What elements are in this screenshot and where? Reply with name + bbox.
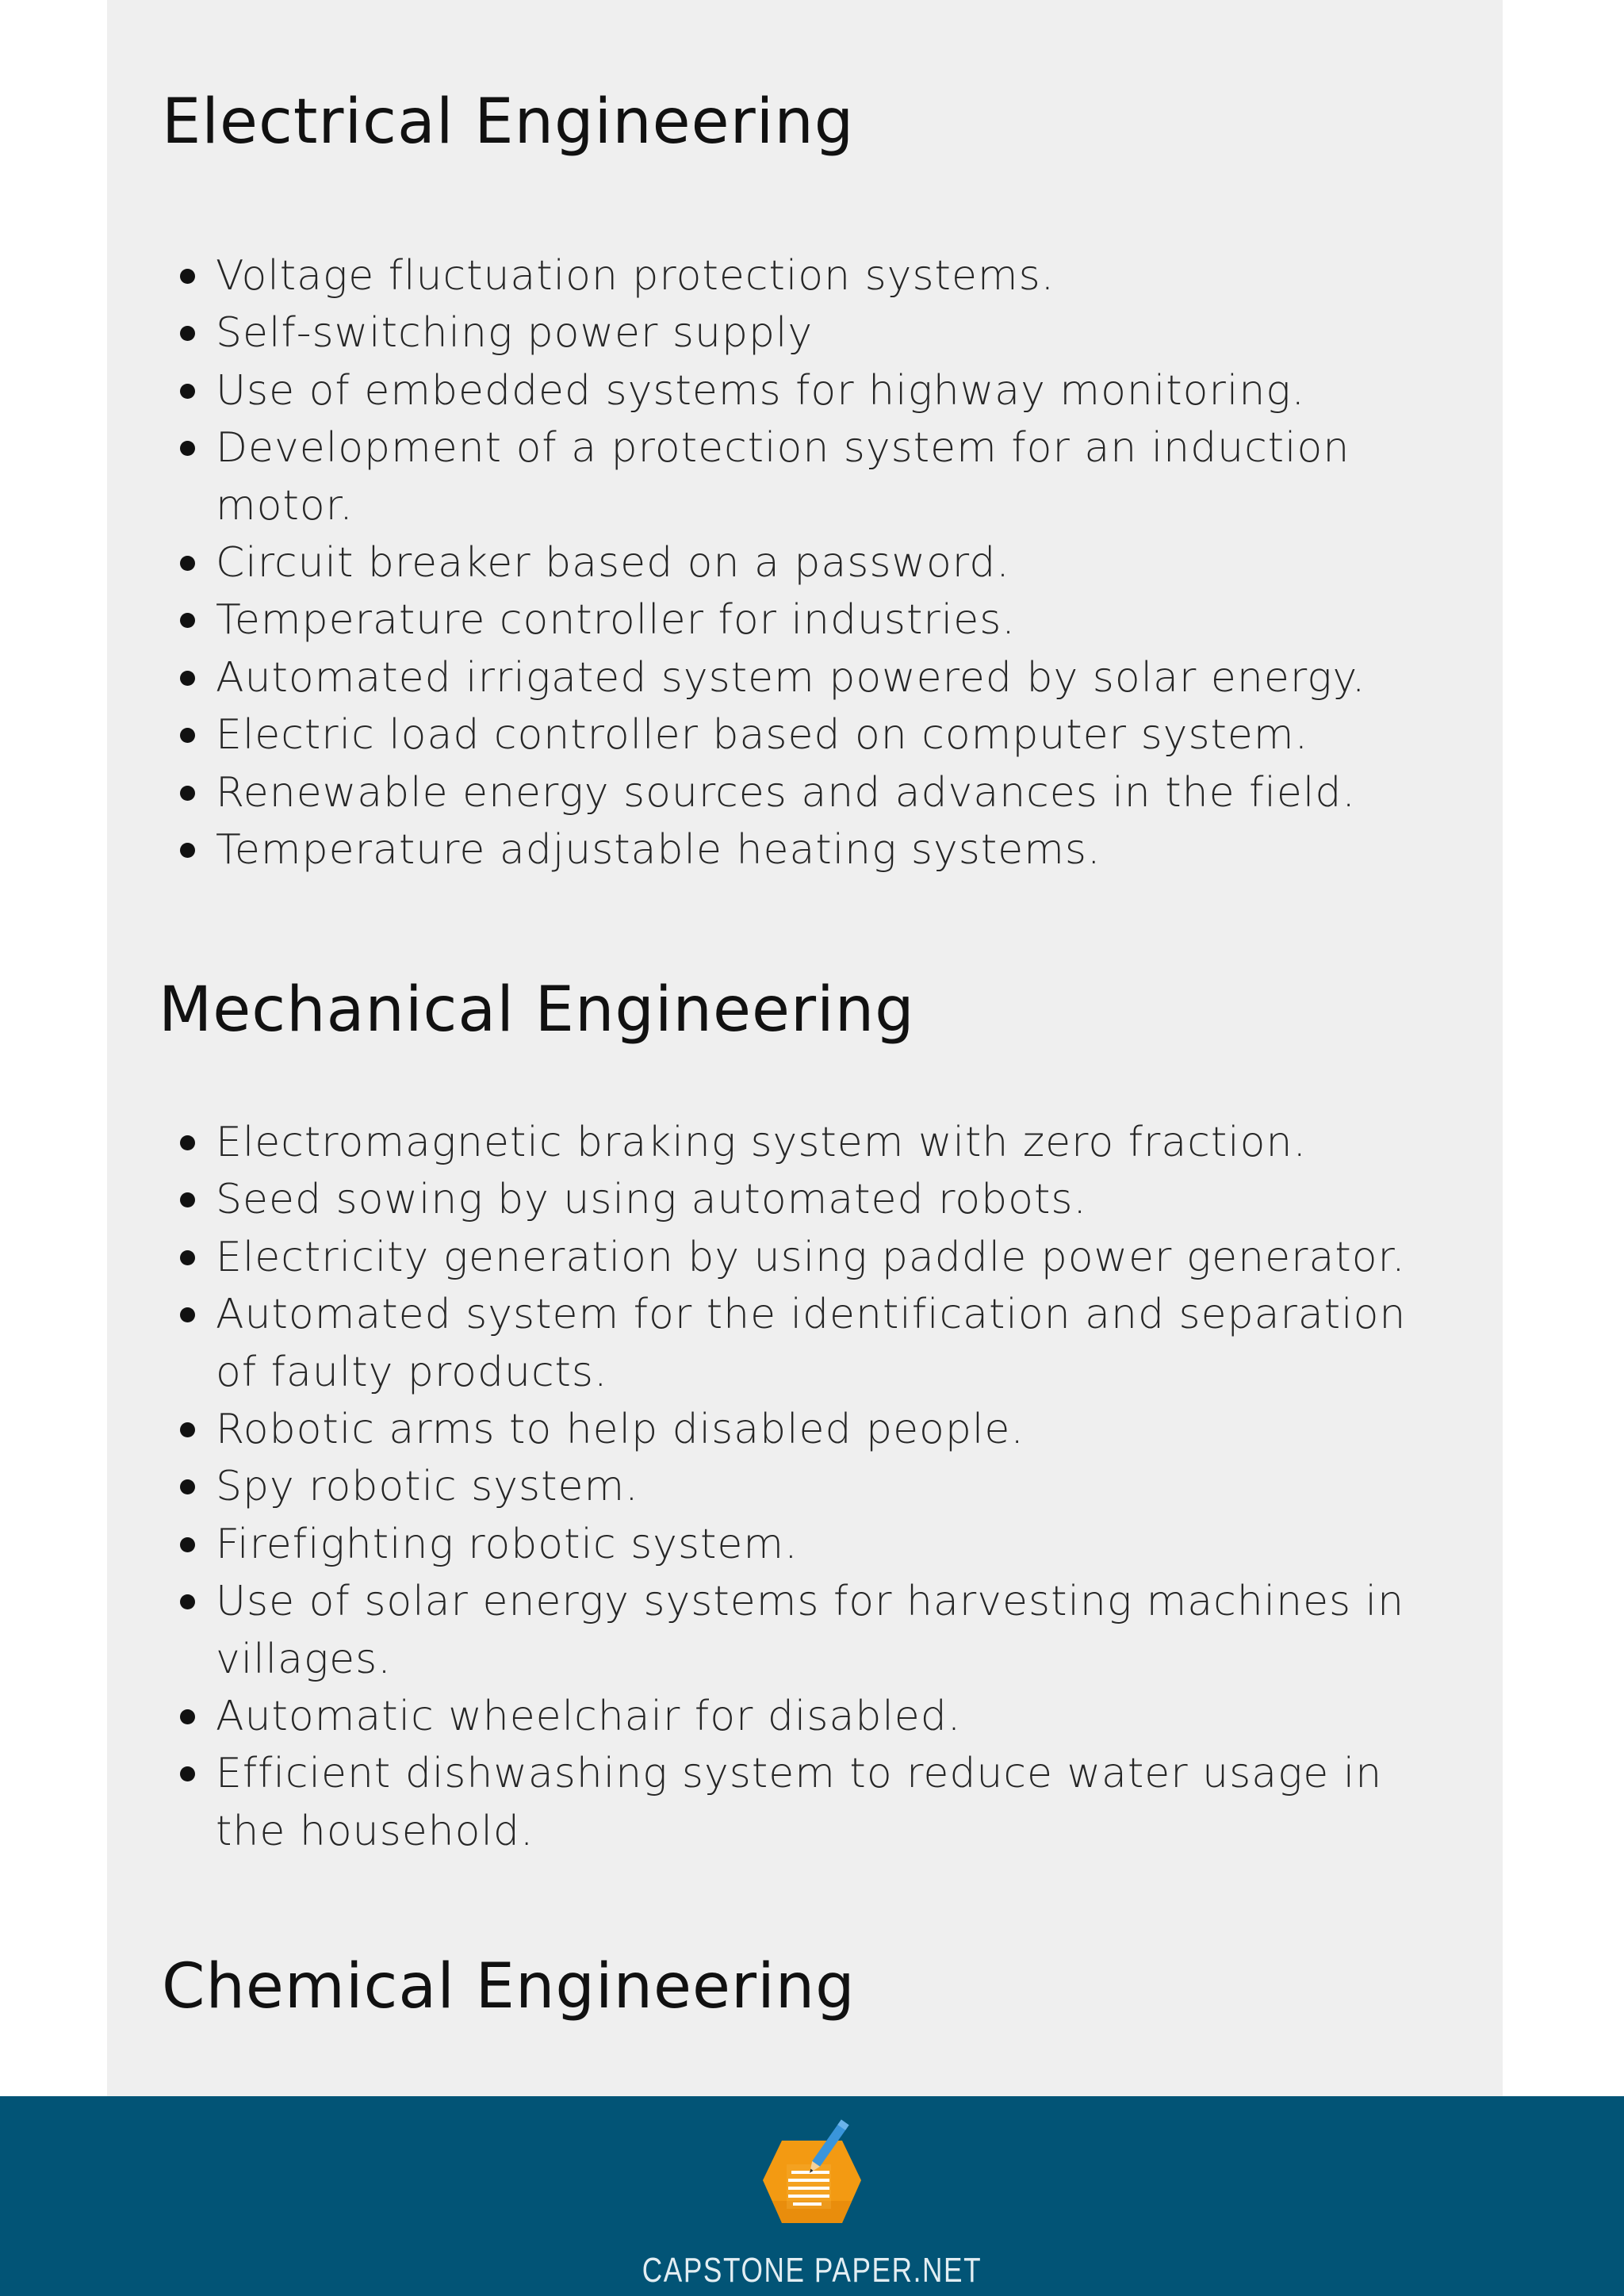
list-item: Electricity generation by using paddle power generator. (216, 1229, 1453, 1286)
list-item: Development of a protection system for an induction motor. (216, 419, 1453, 534)
list-item: Spy robotic system. (216, 1458, 1453, 1515)
list-item: Efficient dishwashing system to reduce water usage in the household. (216, 1745, 1453, 1860)
list-item: Self-switching power supply (216, 304, 1453, 362)
bullet-icon (180, 1250, 195, 1265)
bullet-icon (180, 384, 195, 399)
list-item: Robotic arms to help disabled people. (216, 1401, 1453, 1458)
mechanical-list (216, 1114, 1453, 1860)
list-item: Voltage fluctuation protection systems. (216, 247, 1453, 304)
section-title-mechanical: Mechanical Engineering (159, 974, 915, 1046)
list-item: Firefighting robotic system. (216, 1516, 1453, 1573)
list-item: Automated system for the identification and separation of faulty products. (216, 1286, 1453, 1401)
list-item: Renewable energy sources and advances in the field. (216, 764, 1453, 821)
footer-brand-text[interactable]: CAPSTONE PAPER.NET (642, 2251, 982, 2290)
bullet-icon (180, 556, 195, 571)
section-title-electrical: Electrical Engineering (162, 86, 855, 158)
list-item: Circuit breaker based on a password. (216, 534, 1453, 591)
list-item: Temperature controller for industries. (216, 591, 1453, 649)
bullet-icon (180, 1537, 195, 1552)
bullet-icon (180, 1709, 195, 1724)
list-item: Automated irrigated system powered by solar energy. (216, 649, 1453, 706)
list-item: Temperature adjustable heating systems. (216, 821, 1453, 878)
section-title-chemical: Chemical Engineering (162, 1951, 856, 2022)
bullet-icon (180, 671, 195, 686)
list-item: Use of solar energy systems for harvesting machines in villages. (216, 1573, 1453, 1688)
hexagon-document-pencil-icon[interactable] (753, 2115, 871, 2242)
list-item: Electromagnetic braking system with zero fraction. (216, 1114, 1453, 1171)
bullet-icon (180, 1422, 195, 1437)
list-item: Electric load controller based on computer system. (216, 706, 1453, 763)
bullet-icon (180, 786, 195, 801)
electrical-list (216, 247, 1453, 878)
list-item: Seed sowing by using automated robots. (216, 1171, 1453, 1228)
bullet-icon (180, 843, 195, 858)
bullet-icon (180, 1135, 195, 1150)
bullet-icon (180, 269, 195, 284)
list-item: Automatic wheelchair for disabled. (216, 1688, 1453, 1745)
list-item: Use of embedded systems for highway monitoring. (216, 362, 1453, 419)
